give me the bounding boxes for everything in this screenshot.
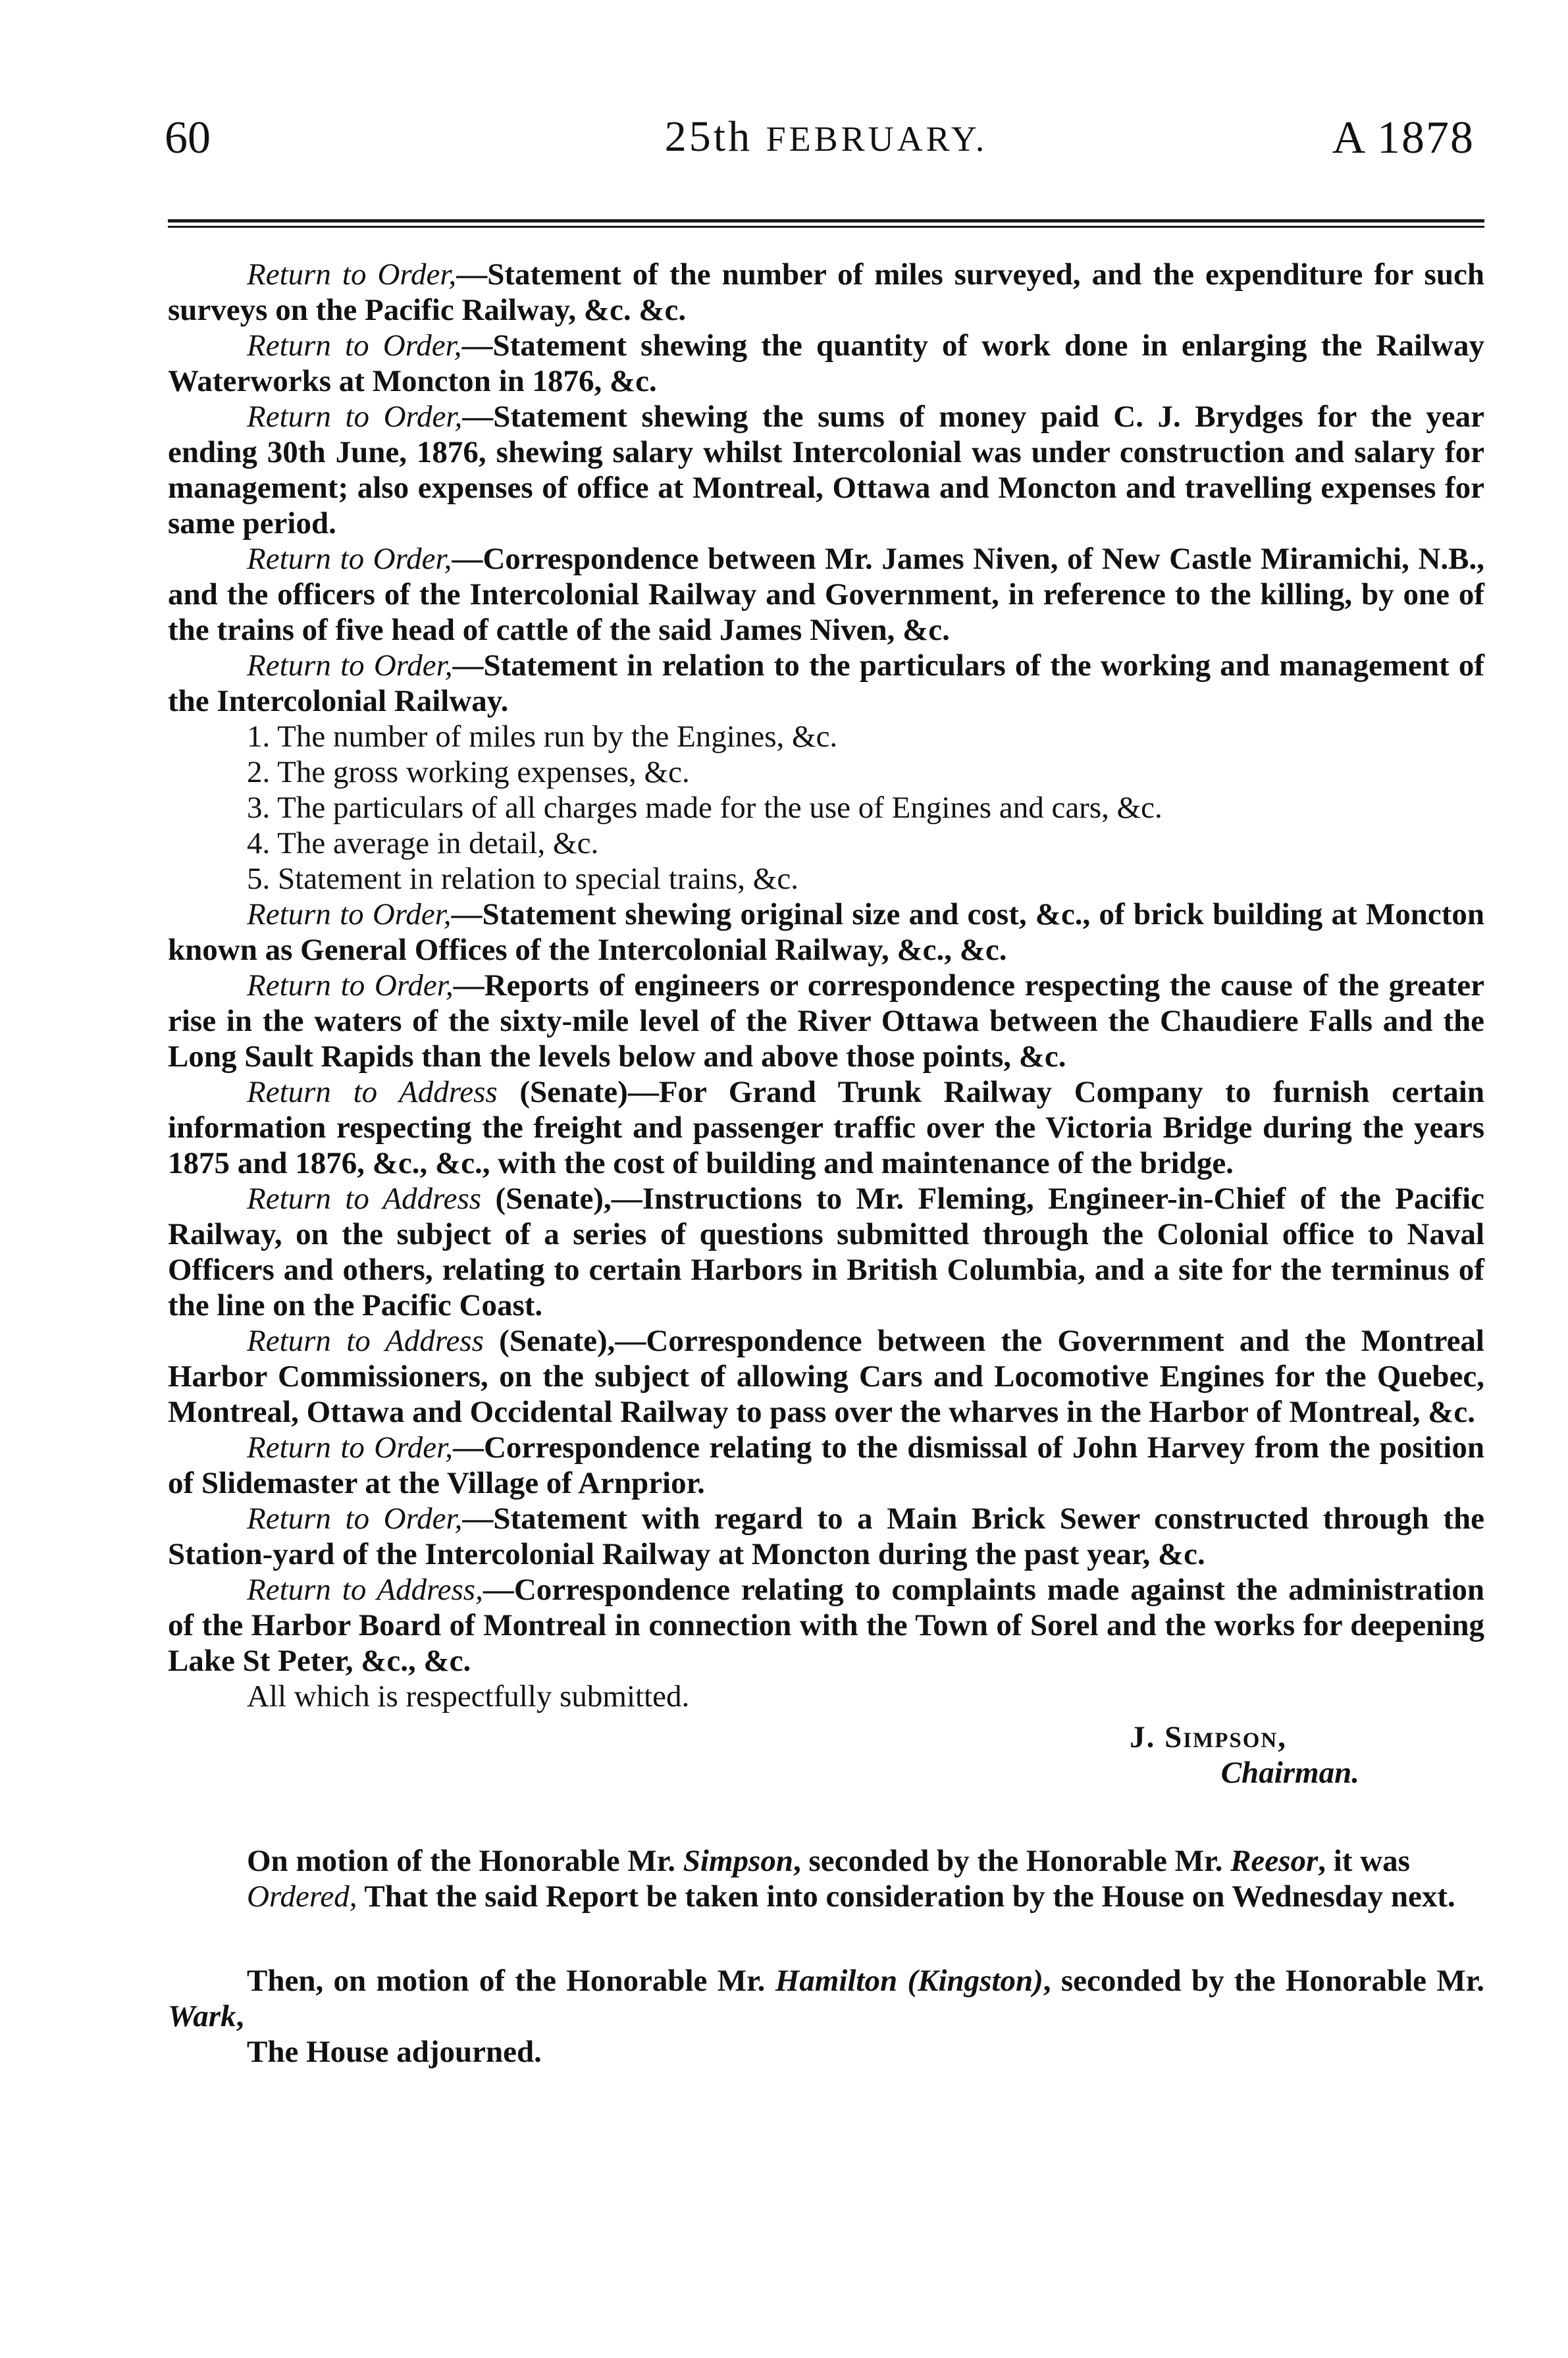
ordered-text: That the said Report be taken into consideration by the House on Wednesday next.: [357, 1879, 1455, 1914]
ordered-label: Ordered,: [247, 1879, 357, 1914]
return-text: —Correspondence relating to the dismissal of John Harvey from the position of Slidemaster at the Village of Arnprior.: [168, 1430, 1484, 1500]
return-text: —Correspondence relating to complaints made against the administration of the Harbor Board of Montreal in connection with the Town of Sorel and the works for deepening Lake St Peter, &c., &c.: [168, 1573, 1485, 1678]
return-text: (Senate),—Correspondence between the Government and the Montreal Harbor Commissioners, on the subject of allowing Cars and Locomotive Engines for the Quebec, Montreal, Ottawa and Occidental Railway to pass over the wharves in the Harbor of Montreal, &c.: [168, 1324, 1484, 1429]
return-paragraph: [168, 968, 1484, 1074]
page-header: [165, 112, 1488, 184]
adjourned-text: The House adjourned.: [247, 2035, 542, 2069]
motion-text: , it was: [1318, 1844, 1410, 1878]
signature-name: [168, 1719, 1484, 1755]
seconder-name: Wark: [168, 1999, 236, 2033]
date-month: FEBRUARY.: [766, 119, 988, 159]
return-paragraph: [168, 541, 1484, 648]
motion-text: On motion of the Honorable Mr.: [247, 1844, 683, 1878]
motion-text: , seconded by the Honorable Mr.: [793, 1844, 1231, 1878]
spacer: [168, 1914, 1484, 1963]
page-number: 60: [165, 113, 211, 163]
return-label: Return to Address: [247, 1182, 482, 1216]
return-label: Return to Order,: [247, 328, 462, 363]
page-date: [165, 112, 1488, 162]
return-paragraph: [168, 1430, 1484, 1501]
submitted-line: All which is respectfully submitted.: [247, 1679, 690, 1714]
return-paragraph: [168, 897, 1484, 968]
mover-name: Simpson: [683, 1844, 793, 1878]
return-label: Return to Order,: [247, 257, 457, 292]
return-text: —Statement shewing the sums of money paid C. J. Brydges for the year ending 30th June, 1876, shewing salary whilst Intercolonial was under construction and salary for management; also expenses of office at Montreal, Ottawa and Moncton and travelling expenses for same period.: [168, 400, 1484, 540]
list-item: 3. The particulars of all charges made for the use of Engines and cars, &c.: [247, 791, 1163, 825]
return-label: Return to Address,: [247, 1573, 483, 1607]
list-item: 4. The average in detail, &c.: [247, 826, 599, 860]
mover-place: (Kingston): [897, 1964, 1043, 1998]
motion-text: Then, on motion of the Honorable Mr.: [247, 1964, 775, 1998]
ordered-paragraph: [168, 1879, 1484, 1914]
adjourned-line: [168, 2034, 1484, 2070]
motion-paragraph: [168, 1843, 1484, 1879]
return-paragraph: [168, 1074, 1484, 1181]
working-particulars-list: [168, 719, 1484, 897]
return-label: Return to Order,: [247, 400, 463, 434]
seconder-name: Reesor: [1230, 1844, 1319, 1878]
date-day: 25th: [664, 113, 753, 161]
return-label: Return to Order,: [247, 897, 452, 931]
list-item: 2. The gross working expenses, &c.: [247, 755, 690, 789]
return-paragraph: [168, 1323, 1484, 1430]
return-paragraph: [168, 1572, 1484, 1679]
spacer: [168, 1791, 1484, 1843]
chairman-name: J. Simpson,: [1130, 1720, 1287, 1754]
return-paragraph: [168, 328, 1484, 399]
return-text: (Senate),—Instructions to Mr. Fleming, Engineer-in-Chief of the Pacific Railway, on the subject of a series of questions submitted through the Colonial office to Naval Officers and others, relating to certain Harbors in British Columbia, and a site for the terminus of the line on the Pacific Coast.: [168, 1182, 1484, 1323]
return-paragraph: [168, 1181, 1484, 1323]
return-text: —Statement in relation to the particulars of the working and management of the Intercolonial Railway.: [168, 648, 1484, 718]
return-text: —Statement with regard to a Main Brick Sewer constructed through the Station-yard of the Intercolonial Railway at Moncton during the past year, &c.: [168, 1502, 1484, 1571]
page-year: A 1878: [1332, 113, 1475, 163]
return-paragraph: [168, 399, 1484, 541]
return-paragraph: [168, 648, 1484, 719]
list-item: 1. The number of miles run by the Engines, &c.: [247, 720, 838, 754]
mover-name: Hamilton: [775, 1964, 898, 1998]
return-label: Return to Address: [247, 1324, 484, 1358]
return-text: —Reports of engineers or correspondence respecting the cause of the greater rise in the waters of the sixty-mile level of the River Ottawa between the Chaudiere Falls and the Long Sault Rapids than the levels below and above those points, &c.: [168, 968, 1484, 1074]
motion-text: ,: [236, 1999, 244, 2033]
motion-paragraph: [168, 1963, 1484, 2034]
return-label: Return to Order,: [247, 968, 454, 1003]
return-text: —Correspondence between Mr. James Niven, of New Castle Miramichi, N.B., and the officers of the Intercolonial Railway and Government, in reference to the killing, by one of the trains of five head of cattle of the said James Niven, &c.: [168, 542, 1484, 647]
return-text: —Statement of the number of miles surveyed, and the expenditure for such surveys on the Pacific Railway, &c. &c.: [168, 257, 1484, 327]
signature-title: Chairman.: [1220, 1756, 1359, 1790]
return-paragraph: [168, 257, 1484, 328]
header-rule-thin: [168, 226, 1484, 228]
return-label: Return to Order,: [247, 1430, 453, 1465]
report-body: [168, 257, 1484, 2070]
header-rule-thick: [168, 219, 1484, 223]
return-label: Return to Order,: [247, 542, 452, 576]
return-text: —Statement shewing the quantity of work done in enlarging the Railway Waterworks at Moncton in 1876, &c.: [168, 328, 1484, 398]
list-item: 5. Statement in relation to special trains, &c.: [247, 862, 798, 896]
return-label: Return to Address: [247, 1075, 498, 1109]
return-paragraph: [168, 1501, 1484, 1572]
motion-text: , seconded by the Honorable Mr.: [1043, 1964, 1484, 1998]
return-text: —Statement shewing original size and cost, &c., of brick building at Moncton known as General Offices of the Intercolonial Railway, &c., &c.: [168, 897, 1484, 967]
return-label: Return to Order,: [247, 648, 453, 683]
return-label: Return to Order,: [247, 1502, 463, 1536]
return-text: (Senate)—For Grand Trunk Railway Company to furnish certain information respecting the freight and passenger traffic over the Victoria Bridge during the years 1875 and 1876, &c., &c., with the cost of building and maintenance of the bridge.: [168, 1075, 1484, 1180]
